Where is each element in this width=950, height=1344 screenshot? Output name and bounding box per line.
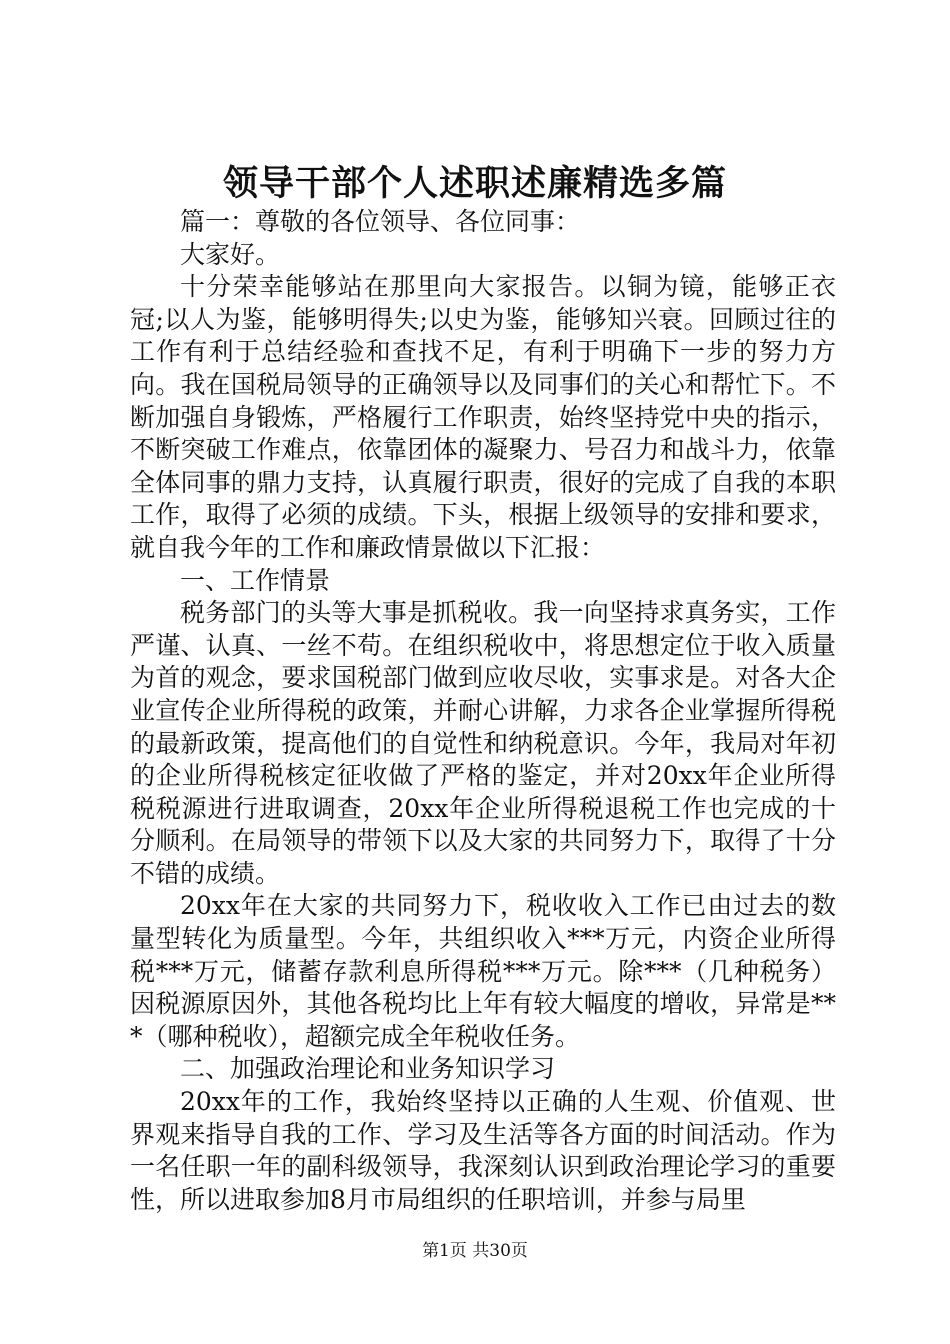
page-footer: 第1页 共30页 xyxy=(422,1241,528,1261)
salutation-paragraph: 篇一：尊敬的各位领导、各位同事： xyxy=(180,207,581,236)
section-heading-study: 二、加强政治理论和业务知识学习 xyxy=(180,1054,556,1084)
intro-paragraph: 十分荣幸能够站在那里向大家报告。以铜为镜，能够正衣冠;以人为鉴，能够明得失;以史为鉴，能够知兴衰。回顾过往的工作有利于总结经验和查找不足，有利于明确下一步的努力方向。我在国税局领导的正确领导以及同事们的关心和帮忙下。不断加强自身锻炼，严格履行工作职责，始终坚持党中央的指示，不断突破工作难点，依靠团体的凝聚力、号召力和战斗力，依靠全体同事的鼎力支持，认真履行职责，很好的完成了自我的本职工作，取得了必须的成绩。下头，根据上级领导的安排和要求，就自我今年的工作和廉政情景做以下汇报： xyxy=(130,272,836,562)
section-heading-work: 一、工作情景 xyxy=(180,565,331,595)
document-body xyxy=(130,206,836,1216)
document-title: 领导干部个人述职述廉精选多篇 xyxy=(222,163,727,204)
revenue-paragraph: 20xx年在大家的共同努力下，税收收入工作已由过去的数量型转化为质量型。今年，共组织收入***万元，内资企业所得税***万元，储蓄存款利息所得税***万元。除***（几种税务）因税源原因外，其他各税均比上年有较大幅度的增收，异常是***（哪种税收），超额完成全年税收任务。 xyxy=(130,891,836,1051)
study-paragraph: 20xx年的工作，我始终坚持以正确的人生观、价值观、世界观来指导自我的工作、学习及生活等各方面的时间活动。作为一名任职一年的副科级领导，我深刻认识到政治理论学习的重要性，所以进取参加8月市局组织的任职培训，并参与局里 xyxy=(130,1087,836,1214)
tax-work-paragraph: 税务部门的头等大事是抓税收。我一向坚持求真务实，工作严谨、认真、一丝不苟。在组织税收中，将思想定位于收入质量为首的观念，要求国税部门做到应收尽收，实事求是。对各大企业宣传企业所得税的政策，并耐心讲解，力求各企业掌握所得税的最新政策，提高他们的自觉性和纳税意识。今年，我局对年初的企业所得税核定征收做了严格的鉴定，并对20xx年企业所得税税源进行进取调查，20xx年企业所得税退税工作也完成的十分顺利。在局领导的带领下以及大家的共同努力下，取得了十分不错的成绩。 xyxy=(130,598,836,888)
greeting-paragraph: 大家好。 xyxy=(180,239,281,269)
